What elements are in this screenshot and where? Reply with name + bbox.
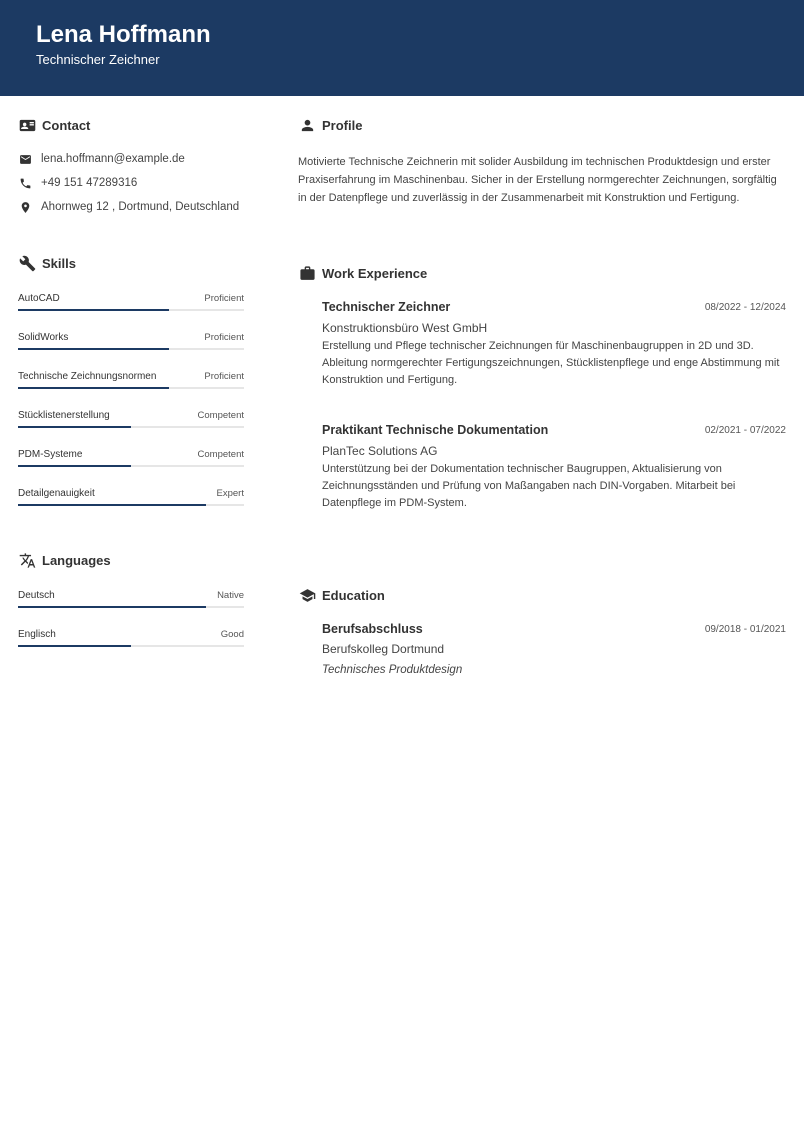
phone-icon	[18, 176, 32, 190]
profile-heading	[298, 116, 362, 134]
education-school: Berufskolleg Dortmund	[322, 642, 445, 656]
candidate-job-title: Technischer Zeichner	[36, 52, 160, 67]
language-level: Native	[217, 590, 244, 601]
experience-date-range: 02/2021 - 07/2022	[704, 425, 786, 436]
resume-header	[0, 0, 804, 96]
language-name: Deutsch	[18, 590, 55, 601]
skill-bar-fill	[18, 348, 169, 350]
skill-bar-track	[18, 465, 244, 467]
experience-job-title: Praktikant Technische Dokumentation	[322, 423, 549, 437]
languages-heading-label: Languages	[42, 552, 111, 568]
briefcase-icon	[298, 264, 316, 282]
experience-company: PlanTec Solutions AG	[322, 444, 438, 458]
languages-heading	[18, 551, 111, 569]
experience-company: Konstruktionsbüro West GmbH	[322, 321, 488, 335]
graduation-cap-icon	[298, 586, 316, 604]
language-bar-fill	[18, 606, 206, 608]
skill-name: Stücklistenerstellung	[18, 410, 110, 421]
experience-job-title: Technischer Zeichner	[322, 300, 451, 314]
contact-email-row	[18, 152, 185, 166]
skill-bar-track	[18, 309, 244, 311]
skill-bar-track	[18, 504, 244, 506]
skill-bar-track	[18, 387, 244, 389]
language-bar-fill	[18, 645, 131, 647]
education-entry	[322, 622, 786, 682]
skill-item	[18, 449, 244, 471]
language-bar-track	[18, 645, 244, 647]
skill-level: Competent	[197, 449, 244, 460]
experience-entry	[322, 300, 786, 400]
skill-item	[18, 371, 244, 393]
contact-address-row	[18, 200, 239, 214]
skill-item	[18, 293, 244, 315]
contact-phone[interactable]: +49 151 47289316	[41, 177, 138, 189]
experience-date-range: 08/2022 - 12/2024	[704, 302, 786, 313]
contact-email[interactable]: lena.hoffmann@example.de	[41, 153, 185, 165]
experience-entry	[322, 423, 786, 523]
contact-heading-label: Contact	[42, 117, 91, 133]
skills-heading-label: Skills	[42, 255, 76, 271]
skill-bar-fill	[18, 309, 169, 311]
skill-bar-fill	[18, 504, 206, 506]
contact-address: Ahornweg 12 , Dortmund, Deutschland	[41, 201, 240, 213]
contact-phone-row	[18, 176, 137, 190]
skill-bar-track	[18, 426, 244, 428]
skill-level: Proficient	[204, 371, 244, 382]
skill-item	[18, 332, 244, 354]
work-experience-heading-label: Work Experience	[322, 265, 428, 281]
skill-item	[18, 488, 244, 510]
location-pin-icon	[18, 200, 32, 214]
profile-heading-label: Profile	[322, 117, 363, 133]
language-level: Good	[220, 629, 244, 640]
person-icon	[298, 116, 316, 134]
contact-heading	[18, 116, 90, 134]
skill-level: Competent	[197, 410, 244, 421]
language-name: Englisch	[18, 629, 56, 640]
work-experience-heading	[298, 264, 427, 282]
wrench-icon	[18, 254, 36, 272]
mail-icon	[18, 152, 32, 166]
profile-summary: Motivierte Technische Zeichnerin mit solider Ausbildung im technischen Produktdesign und erster Praxiserfahrung im Maschinenbau. Sicher in der Erstellung normgerechter Zeichnungen, sorgfältig in der Datenpflege und zuverlässig in der Zusammenarbeit mit Konstruktion und Fertigung.	[298, 156, 777, 204]
translate-icon	[18, 551, 36, 569]
skill-bar-fill	[18, 426, 131, 428]
language-item	[18, 590, 244, 612]
skills-heading	[18, 254, 76, 272]
skill-bar-track	[18, 348, 244, 350]
candidate-name: Lena Hoffmann	[36, 21, 211, 48]
experience-description: Erstellung und Pflege technischer Zeichnungen für Maschinenbaugruppen in 2D und 3D. Ableitung normgerechter Fertigungszeichnungen, Stücklistenpflege und enge Abstimmung mit Konstruktion und Fertigung.	[322, 340, 780, 386]
skill-name: Technische Zeichnungsnormen	[18, 371, 157, 382]
contact-card-icon	[18, 116, 36, 134]
skill-name: AutoCAD	[18, 293, 60, 304]
skill-name: Detailgenauigkeit	[18, 488, 95, 499]
skill-level: Proficient	[204, 293, 244, 304]
education-heading	[298, 586, 385, 604]
education-date-range: 09/2018 - 01/2021	[704, 624, 786, 635]
education-degree: Berufsabschluss	[322, 622, 423, 636]
skill-level: Proficient	[204, 332, 244, 343]
experience-description: Unterstützung bei der Dokumentation technischer Baugruppen, Aktualisierung von Zeichnungsständen und Prüfung von Maßangaben nach DIN-Vorgaben. Mitarbeit bei Datenpflege im PDM-System.	[322, 463, 736, 509]
language-item	[18, 629, 244, 651]
skill-name: SolidWorks	[18, 332, 69, 343]
education-field: Technisches Produktdesign	[322, 664, 463, 676]
language-bar-track	[18, 606, 244, 608]
skill-item	[18, 410, 244, 432]
skill-bar-fill	[18, 465, 131, 467]
skill-bar-fill	[18, 387, 169, 389]
skill-name: PDM-Systeme	[18, 449, 83, 460]
education-heading-label: Education	[322, 587, 385, 603]
skill-level: Expert	[216, 488, 244, 499]
